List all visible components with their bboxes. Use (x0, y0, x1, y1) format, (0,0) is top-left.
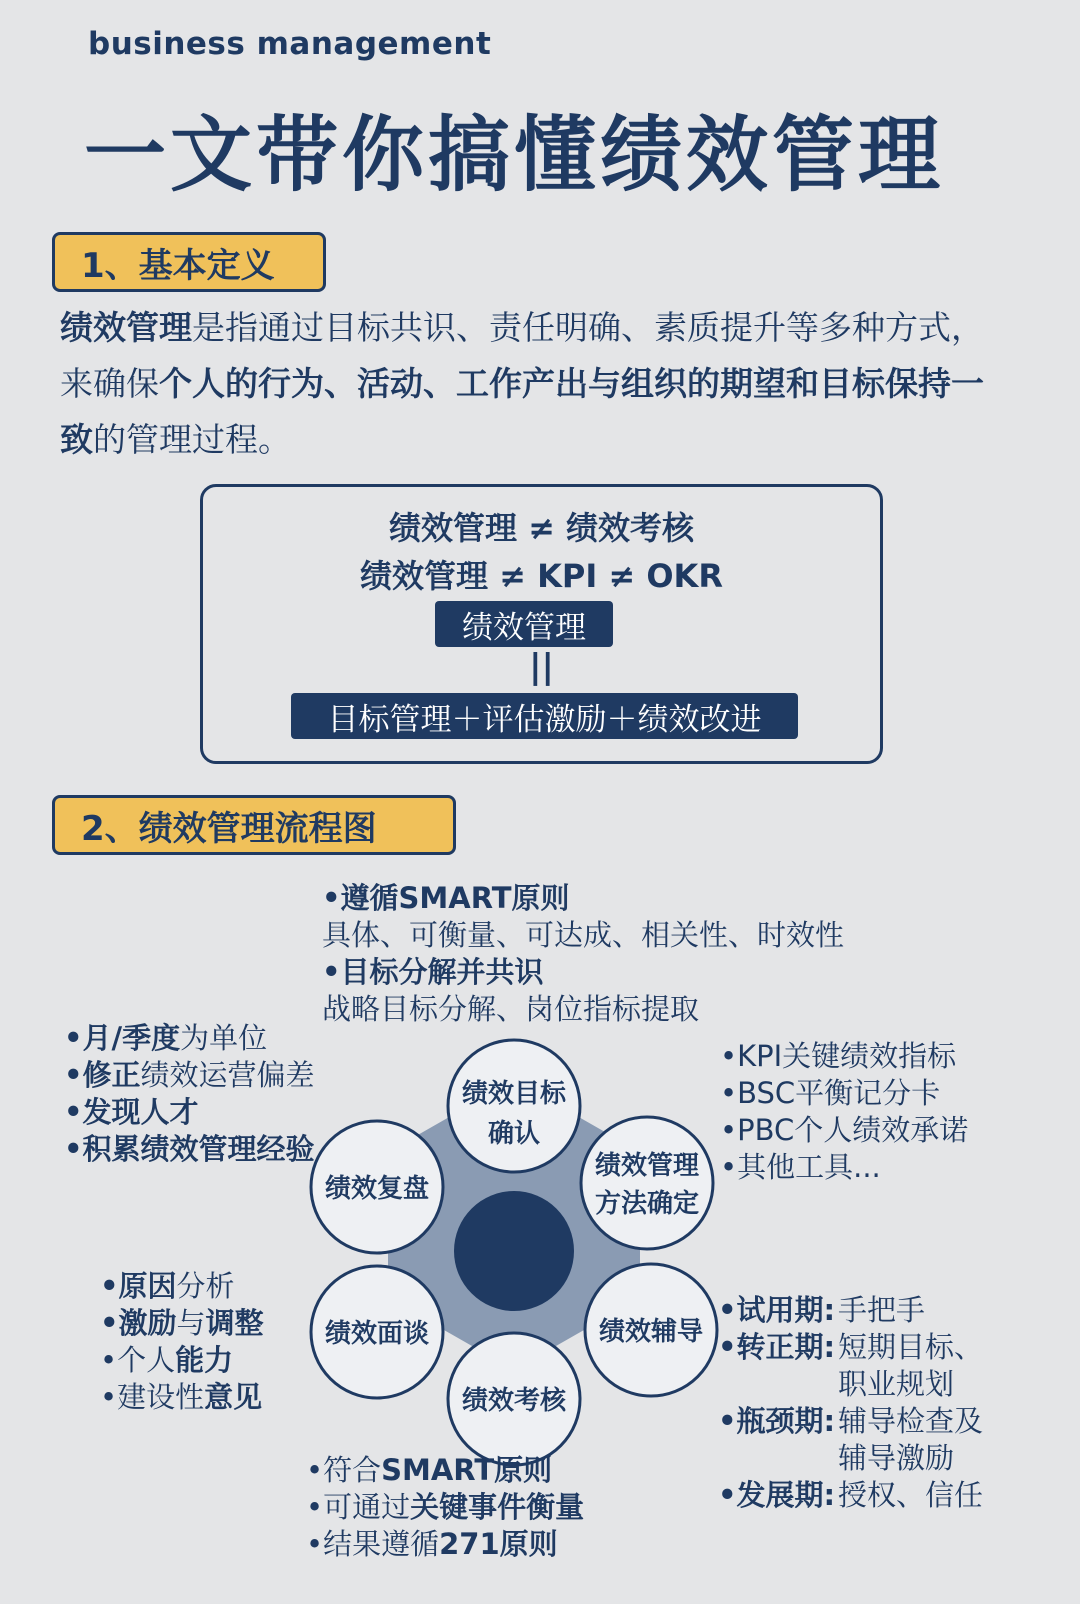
stage-val-bottleneck-2: 辅导激励 (838, 1441, 955, 1475)
stage-val-growth: 授权、信任 (838, 1478, 984, 1512)
formula-equals: || (529, 647, 554, 687)
node-method (581, 1117, 713, 1249)
section-tag-definition: 1、基本定义 (52, 232, 326, 292)
note-goal (322, 880, 844, 1028)
note-review-l3-bold: •发现人才 (64, 1095, 199, 1129)
note-method-l4: •其他工具... (720, 1150, 881, 1184)
center-circle (454, 1191, 574, 1311)
formula-line-1: 绩效管理 ≠ 绩效考核 (388, 509, 695, 547)
note-interview-l1-bold: •原因 (100, 1269, 177, 1303)
stage-key-growth: •发展期: (718, 1478, 836, 1512)
node-method-label-2: 方法确定 (594, 1189, 700, 1219)
note-goal-detail-2: 战略目标分解、岗位指标提取 (322, 992, 700, 1026)
definition-text-1: 是指通过目标共识、责任明确、素质提升等多种方式，来确保 (60, 308, 984, 403)
note-interview-l1-text: 分析 (176, 1269, 235, 1303)
node-review (311, 1121, 443, 1253)
note-interview-l3-text: •个人 (100, 1343, 176, 1377)
stage-row-growth (718, 1477, 983, 1514)
node-goal (448, 1040, 580, 1172)
stage-key-trial: •试用期: (718, 1293, 836, 1327)
note-interview-l2-bold2: 调整 (205, 1306, 264, 1340)
node-method-label-1: 绩效管理 (594, 1151, 700, 1181)
note-interview-l2-text: 与 (176, 1306, 206, 1340)
stage-row-trial (718, 1292, 983, 1329)
note-method-l1: •KPI关键绩效指标 (720, 1039, 957, 1073)
formula-line-2: 绩效管理 ≠ KPI ≠ OKR (360, 557, 723, 595)
definition-bold-key: 个人的行为、活动、工作产出与组织的期望和目标保持一致 (60, 364, 984, 459)
node-goal-label-1: 绩效目标 (461, 1079, 567, 1109)
note-goal-heading-2: •目标分解并共识 (322, 955, 544, 989)
node-coach (585, 1264, 717, 1396)
note-assess-l2-bold: 关键事件衡量 (410, 1490, 585, 1524)
note-method-l2: •BSC平衡记分卡 (720, 1076, 941, 1110)
stage-row-regular-cont (718, 1366, 983, 1403)
formula-pill-top: 绩效管理 (435, 601, 613, 647)
node-assess (448, 1333, 580, 1465)
note-review-l2-text: 绩效运营偏差 (140, 1058, 315, 1092)
note-review-l2-bold: •修正 (64, 1058, 141, 1092)
node-review-label: 绩效复盘 (324, 1174, 430, 1204)
note-interview (100, 1268, 264, 1416)
stage-row-bottleneck (718, 1403, 983, 1440)
note-assess-l3-text: •结果遵循 (306, 1527, 440, 1561)
node-coach-label: 绩效辅导 (598, 1317, 704, 1347)
stage-row-regular (718, 1329, 983, 1366)
section-tag-flowchart: 2、绩效管理流程图 (52, 795, 456, 855)
stage-val-regular-2: 职业规划 (838, 1367, 955, 1401)
note-review (64, 1020, 315, 1168)
note-assess-l3-bold: 271原则 (439, 1527, 558, 1561)
subtitle: business management (88, 26, 492, 62)
note-method (720, 1038, 968, 1186)
note-goal-heading-1: •遵循SMART原则 (322, 881, 570, 915)
note-interview-l4-text: •建设性 (100, 1380, 205, 1414)
stage-key-regular: •转正期: (718, 1330, 836, 1364)
definition-bold-term: 绩效管理 (60, 308, 192, 347)
stage-val-bottleneck-1: 辅导检查及 (838, 1404, 984, 1438)
page-title: 一文带你搞懂绩效管理 (84, 108, 945, 203)
node-assess-label: 绩效考核 (461, 1386, 567, 1416)
note-review-l4-bold: •积累绩效管理经验 (64, 1132, 315, 1166)
stage-val-regular-1: 短期目标、 (838, 1330, 984, 1364)
stage-key-bottleneck: •瓶颈期: (718, 1404, 836, 1438)
note-review-l1-text: 为单位 (180, 1021, 268, 1055)
note-interview-l2-bold1: •激励 (100, 1306, 177, 1340)
stage-row-bottleneck-cont (718, 1440, 983, 1477)
note-assess-l2-text: •可通过 (306, 1490, 411, 1524)
note-interview-l4-bold: 意见 (204, 1380, 263, 1414)
note-assess-l1-text: •符合 (306, 1453, 382, 1487)
note-interview-l3-bold: 能力 (175, 1343, 234, 1377)
note-coach-stages (718, 1292, 983, 1514)
formula-pill-bottom: 目标管理＋评估激励＋绩效改进 (291, 693, 798, 739)
note-goal-detail-1: 具体、可衡量、可达成、相关性、时效性 (322, 918, 845, 952)
node-interview-label: 绩效面谈 (324, 1319, 430, 1349)
stage-val-trial: 手把手 (838, 1293, 926, 1327)
node-interview (311, 1266, 443, 1398)
note-assess (306, 1452, 584, 1563)
node-goal-label-2: 确认 (487, 1119, 541, 1149)
note-method-l3: •PBC个人绩效承诺 (720, 1113, 969, 1147)
definition-text-2: 的管理过程。 (93, 420, 291, 459)
note-assess-l1-bold: SMART原则 (381, 1453, 553, 1487)
note-review-l1-bold: •月/季度 (64, 1021, 181, 1055)
